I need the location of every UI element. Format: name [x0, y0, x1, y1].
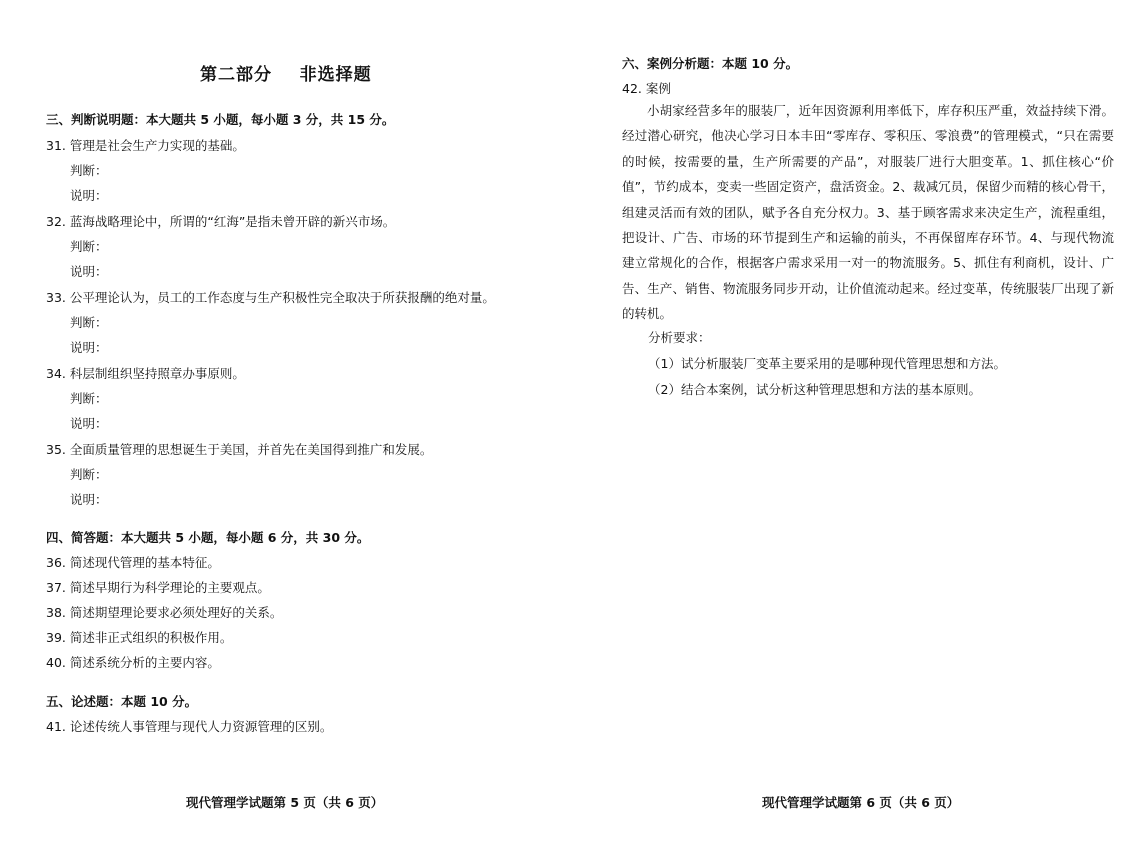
- judge-label: 判断：: [70, 239, 108, 254]
- question-36: 36. 简述现代管理的基本特征。: [46, 555, 220, 570]
- page-footer: 现代管理学试题第 6 页（共 6 页）: [762, 795, 960, 810]
- requirement-2: （2）结合本案例，试分析这种管理思想和方法的基本原则。: [648, 382, 981, 397]
- requirement-label: 分析要求：: [648, 330, 711, 345]
- question-33: 33. 公平理论认为，员工的工作态度与生产积极性完全取决于所获报酬的绝对量。: [46, 290, 495, 305]
- case-label: 42. 案例: [622, 81, 671, 96]
- section6-heading: 六、案例分析题：本题 10 分。: [622, 56, 799, 71]
- section5-heading: 五、论述题：本题 10 分。: [46, 694, 198, 709]
- explain-label: 说明：: [70, 416, 108, 431]
- judge-label: 判断：: [70, 467, 108, 482]
- explain-label: 说明：: [70, 492, 108, 507]
- case-text: [622, 98, 1114, 327]
- explain-label: 说明：: [70, 188, 108, 203]
- section3-heading: 三、判断说明题：本大题共 5 小题，每小题 3 分，共 15 分。: [46, 112, 395, 127]
- judge-label: 判断：: [70, 163, 108, 178]
- judge-label: 判断：: [70, 391, 108, 406]
- question-34: 34. 科层制组织坚持照章办事原则。: [46, 366, 245, 381]
- left-page: [0, 0, 566, 862]
- requirement-1: （1）试分析服装厂变革主要采用的是哪种现代管理思想和方法。: [648, 356, 1006, 371]
- section4-heading: 四、简答题：本大题共 5 小题，每小题 6 分，共 30 分。: [46, 530, 370, 545]
- question-35: 35. 全面质量管理的思想诞生于美国，并首先在美国得到推广和发展。: [46, 442, 433, 457]
- case-paragraph: 小胡家经营多年的服装厂，近年因资源利用率低下，库存积压严重，效益持续下滑。经过潜心研究，他决心学习日本丰田“零库存、零积压、零浪费”的管理模式，“只在需要的时候，按需要的量，生产所需要的产品”，对服装厂进行大胆变革。1、抓住核心“价值”，节约成本，变卖一些固定资产，盘活资金。2、裁减冗员，保留少而精的核心骨干，组建灵活而有效的团队，赋予各自充分权力。3、基于顾客需求来决定生产，流程重组，把设计、广告、市场的环节提到生产和运输的前头，不再保留库存环节。4、与现代物流建立常规化的合作，根据客户需求采用一对一的物流服务。5、抓住有利商机，设计、广告、生产、销售、物流服务同步开动，让价值流动起来。经过变革，传统服装厂出现了新的转机。: [622, 103, 1114, 322]
- explain-label: 说明：: [70, 264, 108, 279]
- question-31: 31. 管理是社会生产力实现的基础。: [46, 138, 245, 153]
- question-37: 37. 简述早期行为科学理论的主要观点。: [46, 580, 270, 595]
- question-32: 32. 蓝海战略理论中，所谓的“红海”是指未曾开辟的新兴市场。: [46, 214, 396, 229]
- page-footer: 现代管理学试题第 5 页（共 6 页）: [186, 795, 384, 810]
- part-title: 第二部分 非选择题: [200, 65, 372, 85]
- explain-label: 说明：: [70, 340, 108, 355]
- question-38: 38. 简述期望理论要求必须处理好的关系。: [46, 605, 283, 620]
- question-40: 40. 简述系统分析的主要内容。: [46, 655, 220, 670]
- question-39: 39. 简述非正式组织的积极作用。: [46, 630, 233, 645]
- right-page: [566, 0, 1133, 862]
- judge-label: 判断：: [70, 315, 108, 330]
- question-41: 41. 论述传统人事管理与现代人力资源管理的区别。: [46, 719, 333, 734]
